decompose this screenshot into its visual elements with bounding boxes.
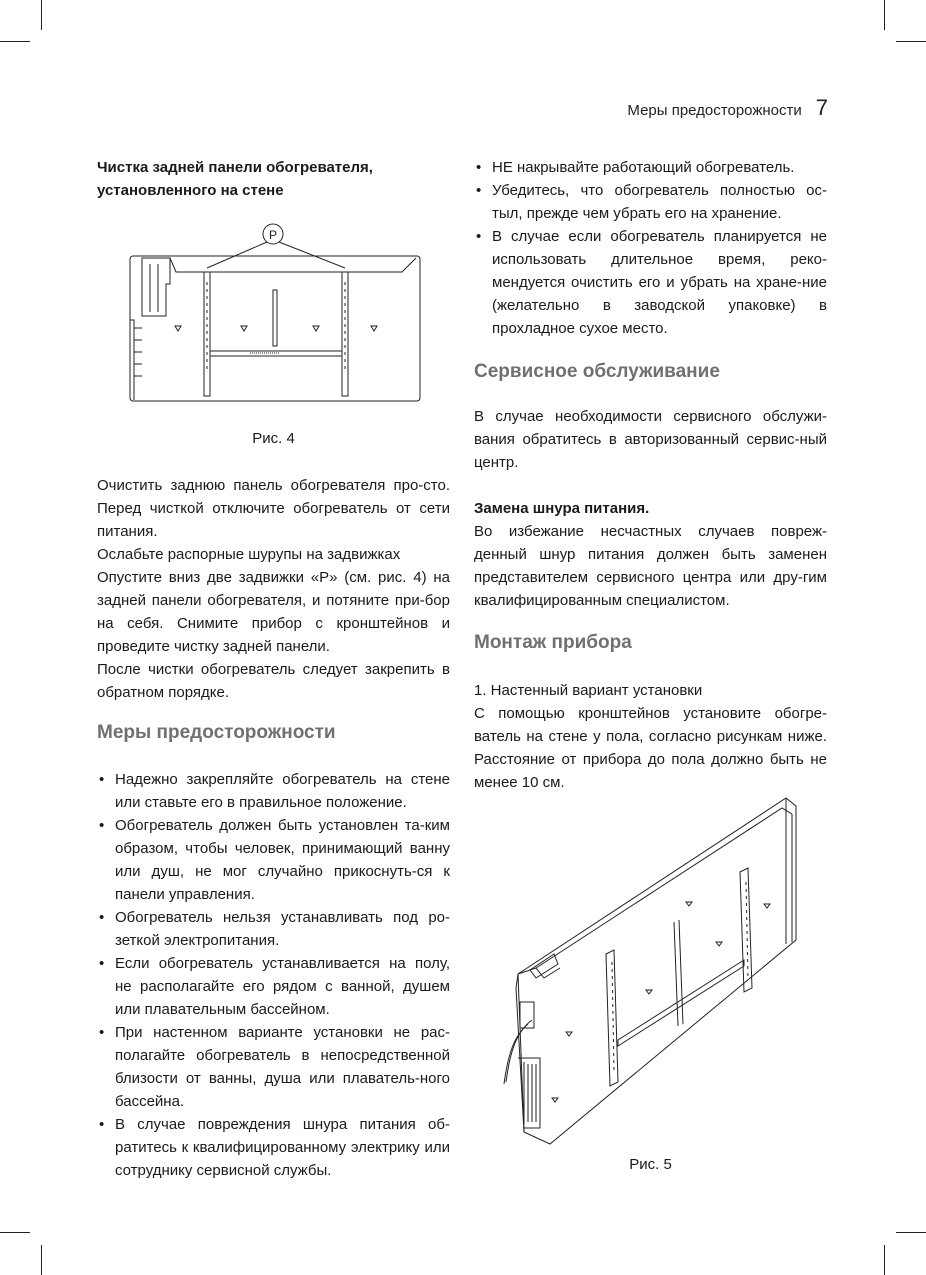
mount-heading: Монтаж прибора: [474, 632, 632, 653]
cleaning-text: [97, 474, 450, 704]
cleaning-paragraph: После чистки обогреватель следует закрепить в обратном порядке.: [97, 661, 450, 701]
header-section-title: Меры предосторожности: [627, 102, 802, 119]
list-item: • Обогреватель должен быть установлен та-ким образом, чтобы человек, принимающий ванну или душ, не мог случайно прикоснуть-ся к панели управления.: [97, 814, 450, 906]
precautions-list-cont: [474, 156, 827, 340]
cleaning-heading-line1: Чистка задней панели обогревателя,: [97, 159, 373, 176]
list-item: • В случае если обогреватель планируется не использовать длительное время, реко-мендуется очистить его и убрать на хране-ние (желательно в заводской упаковке) в прохладное сухое место.: [474, 225, 827, 340]
crop-mark: [896, 1232, 926, 1233]
crop-mark: [41, 0, 42, 30]
crop-mark: [896, 41, 926, 42]
cleaning-heading-line2: установленного на стене: [97, 182, 284, 199]
running-header: [627, 95, 828, 121]
service-text: В случае необходимости сервисного обслужи-вания обратитесь в авторизованный сервис-ный центр.: [474, 408, 827, 471]
list-item: • При настенном варианте установки не рас-полагайте обогреватель в непосредственной близости от ванны, душа или плаватель-ного бассейна.: [97, 1021, 450, 1113]
cleaning-paragraph: Опустите вниз две задвижки «P» (см. рис. 4) на задней панели обогревателя, и потяните при-бор на себя. Снимите прибор с кронштейнов и проведите чистку задней панели.: [97, 569, 450, 655]
precautions-heading: Меры предосторожности: [97, 722, 336, 743]
latch-label-p: P: [268, 228, 278, 242]
crop-mark: [41, 1245, 42, 1275]
heater-back-drawing: [120, 220, 430, 405]
crop-mark: [884, 0, 885, 30]
figure-4-caption: Рис. 4: [252, 430, 295, 447]
list-item: • Надежно закрепляйте обогреватель на стене или ставьте его в правильное положение.: [97, 768, 450, 814]
figure-4: [120, 220, 430, 405]
cleaning-heading: [97, 156, 450, 202]
list-item: • Убедитесь, что обогреватель полностью ос-тыл, прежде чем убрать его на хранение.: [474, 179, 827, 225]
service-heading: Сервисное обслуживание: [474, 361, 720, 382]
cord-text: Во избежание несчастных случаев повреж-денный шнур питания должен быть заменен представителем сервисного центра или дру-гим квалифицированным специалистом.: [474, 523, 827, 609]
list-item: • В случае повреждения шнура питания об-ратитесь к квалифицированному электрику или сотруднику сервисной службы.: [97, 1113, 450, 1182]
cord-heading: Замена шнура питания.: [474, 500, 650, 517]
page-number: 7: [815, 95, 828, 120]
crop-mark: [0, 1232, 30, 1233]
crop-mark: [884, 1245, 885, 1275]
crop-mark: [0, 41, 30, 42]
figure-5: [496, 792, 806, 1152]
precautions-list: [97, 768, 450, 1182]
list-item: • Если обогреватель устанавливается на полу, не располагайте его рядом с ванной, душем или плавательным бассейном.: [97, 952, 450, 1021]
mount-subheading: 1. Настенный вариант установки: [474, 682, 703, 699]
cleaning-paragraph: Ослабьте распорные шурупы на задвижках: [97, 546, 401, 563]
cleaning-paragraph: Очистить заднюю панель обогревателя про-сто. Перед чисткой отключите обогреватель от сети питания.: [97, 477, 450, 540]
heater-mounting-drawing: [496, 792, 806, 1152]
figure-5-caption: Рис. 5: [629, 1156, 672, 1173]
list-item: • Обогреватель нельзя устанавливать под ро-зеткой электропитания.: [97, 906, 450, 952]
list-item: • НЕ накрывайте работающий обогреватель.: [474, 156, 827, 179]
mount-text: С помощью кронштейнов установите обогре-ватель на стене у пола, согласно рисункам ниже. Расстояние от прибора до пола должно быть не менее 10 см.: [474, 705, 827, 791]
